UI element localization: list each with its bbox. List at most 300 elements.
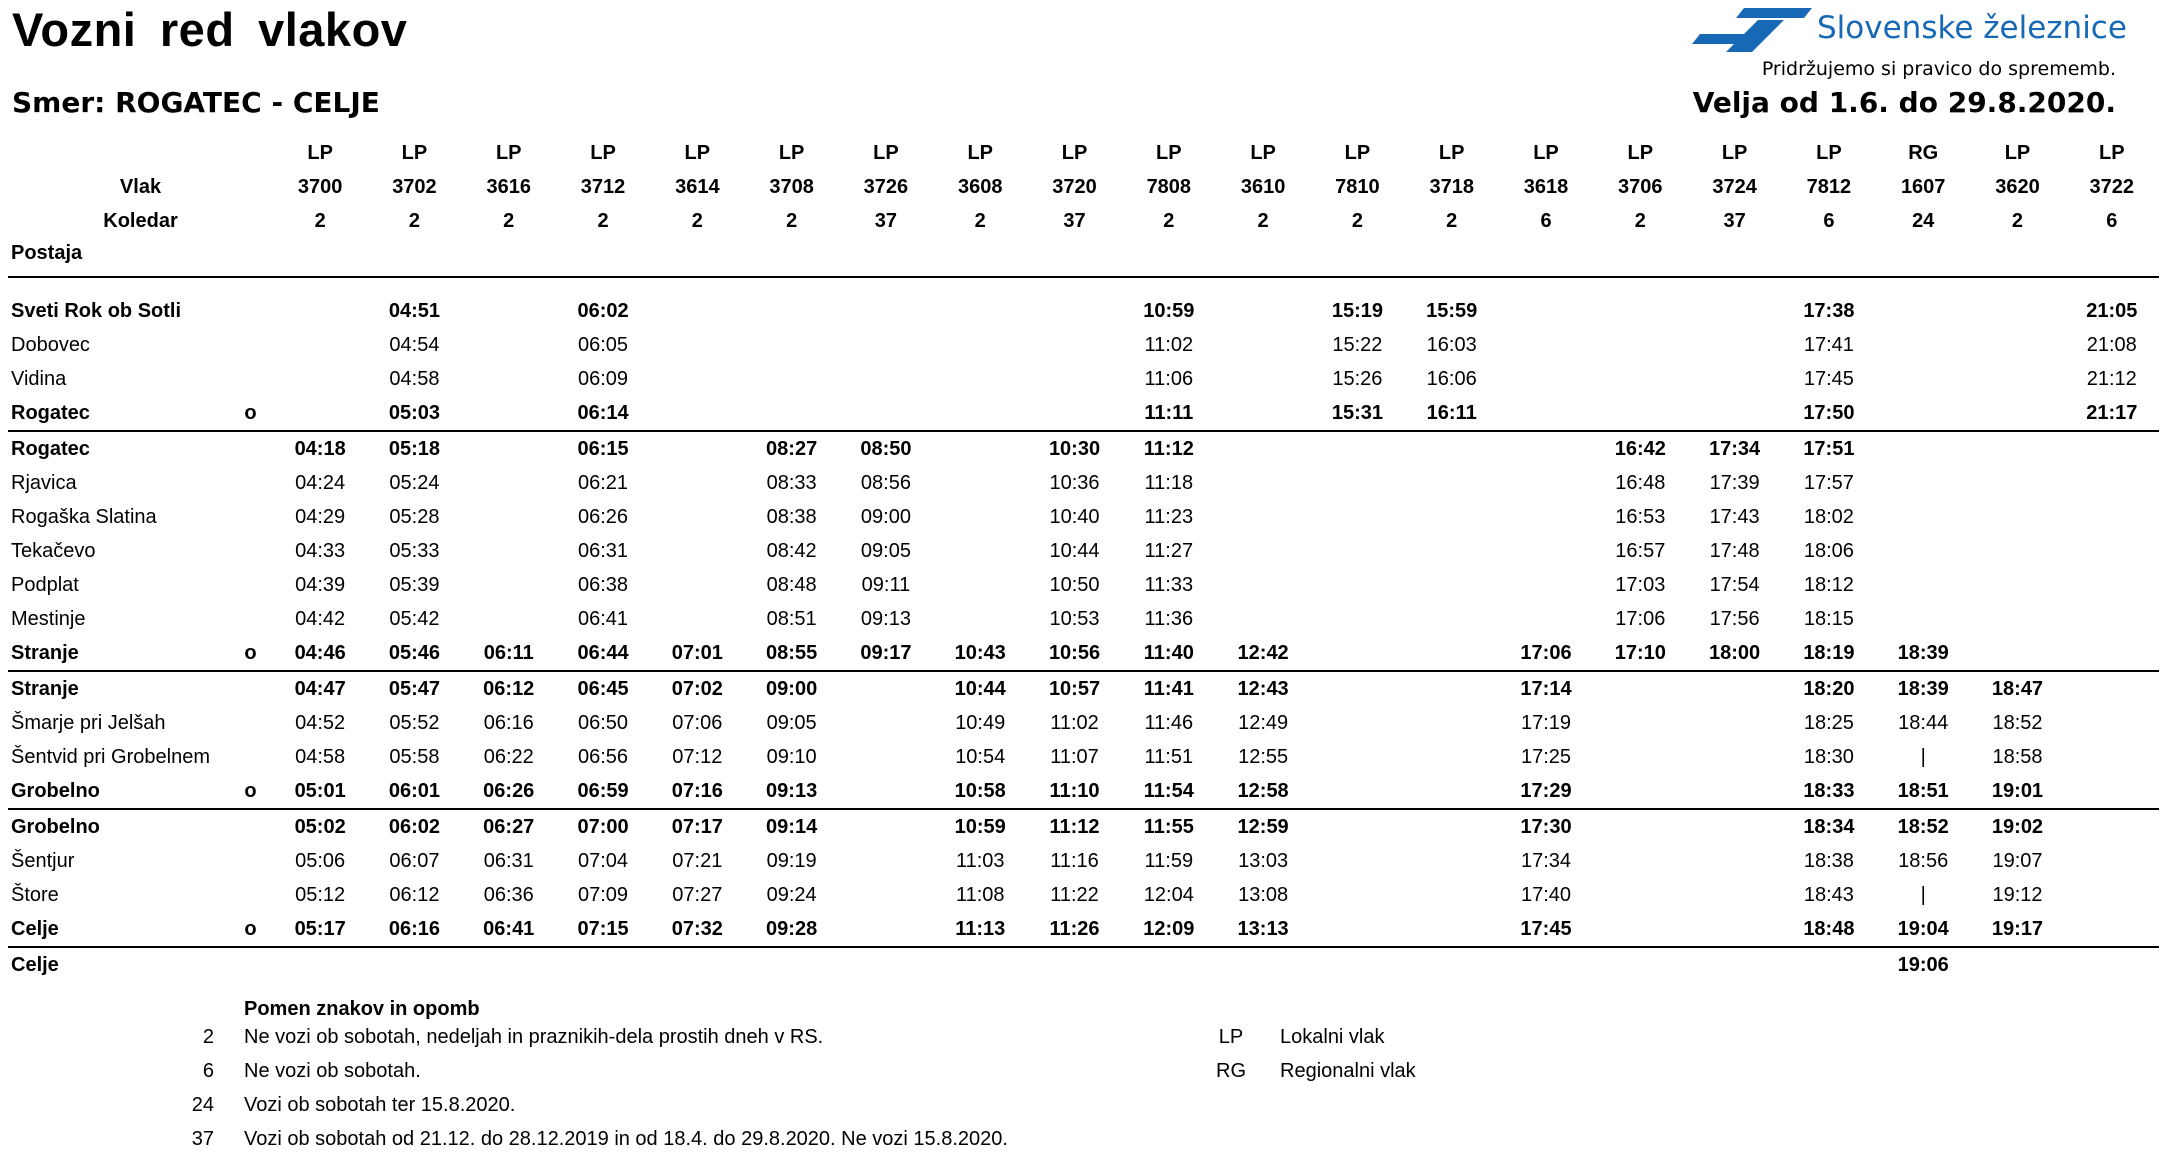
time-cell: 17:50 [1803, 402, 1855, 424]
time-cell [650, 568, 744, 602]
time-cell [1405, 534, 1499, 568]
time-cell [1687, 878, 1781, 912]
time-cell: 17:38 [1803, 300, 1855, 322]
time-cell: 18:52 [1876, 809, 1970, 844]
station-name: Grobelno [11, 780, 100, 802]
time-cell: 18:51 [1897, 780, 1949, 802]
time-cell: 11:08 [955, 884, 1005, 906]
time-cell: 21:08 [2086, 334, 2137, 356]
time-cell: 19:06 [1876, 947, 1970, 982]
time-cell: 05:17 [294, 918, 346, 940]
calendar-code: 2 [1257, 210, 1269, 232]
time-cell: 11:07 [1050, 746, 1099, 768]
arrival-marker: o [244, 642, 257, 664]
time-cell [839, 706, 933, 740]
timetable-row [8, 328, 2159, 362]
calendar-code: 2 [2011, 210, 2024, 232]
time-cell: 09:10 [766, 746, 817, 768]
time-cell [1593, 844, 1687, 878]
time-cell [273, 294, 367, 328]
time-cell [933, 466, 1027, 500]
train-number: 3610 [1240, 176, 1286, 198]
time-cell [744, 947, 838, 982]
note-code: 24 [191, 1094, 214, 1116]
time-cell: 18:25 [1803, 712, 1854, 734]
time-cell: 12:43 [1216, 671, 1310, 706]
time-cell: 10:59 [933, 809, 1027, 844]
train-number: 1607 [1900, 176, 1946, 198]
time-cell: 06:50 [578, 712, 629, 734]
time-cell: 11:22 [1050, 884, 1099, 906]
time-cell: 18:12 [1803, 574, 1854, 596]
time-cell [1876, 362, 1970, 396]
time-cell: 10:53 [1049, 608, 1100, 630]
note-code: 2 [202, 1026, 214, 1048]
time-cell [1593, 671, 1687, 706]
timetable-row [8, 568, 2159, 602]
time-cell: 16:53 [1615, 506, 1666, 528]
spacer-row [8, 277, 2159, 294]
time-cell: 17:40 [1520, 884, 1572, 906]
time-cell: 04:58 [389, 368, 440, 390]
time-cell [1687, 396, 1781, 431]
time-cell: 07:02 [650, 671, 744, 706]
note-text: Ne vozi ob sobotah. [244, 1060, 421, 1082]
time-cell: 16:57 [1615, 540, 1666, 562]
timetable [8, 136, 2159, 982]
time-cell: 08:55 [766, 642, 818, 664]
train-type: LP [1438, 142, 1465, 164]
time-cell [1310, 534, 1404, 568]
time-cell: 06:36 [483, 884, 534, 906]
arrival-marker [228, 740, 273, 774]
timetable-row [8, 809, 2159, 844]
timetable-row [8, 671, 2159, 706]
time-cell: 17:45 [1803, 368, 1854, 390]
time-cell: 07:12 [672, 746, 723, 768]
time-cell: 06:12 [389, 884, 440, 906]
train-number: 3620 [1995, 176, 2040, 198]
time-cell: 17:43 [1709, 506, 1760, 528]
station-name: Podplat [11, 574, 79, 596]
time-cell: 09:14 [744, 809, 838, 844]
time-cell: 06:14 [577, 402, 629, 424]
timetable-row [8, 844, 2159, 878]
time-cell: 06:38 [578, 574, 629, 596]
calendar-code: 2 [503, 210, 515, 232]
time-cell [1405, 602, 1499, 636]
time-cell [1687, 328, 1781, 362]
time-cell: 06:31 [578, 540, 629, 562]
time-cell [1310, 602, 1404, 636]
time-cell: 06:21 [578, 472, 629, 494]
time-cell [933, 602, 1027, 636]
time-cell [744, 362, 838, 396]
time-cell: 05:03 [388, 402, 441, 424]
arrival-marker [228, 706, 273, 740]
time-cell [839, 878, 933, 912]
arrival-marker [228, 534, 273, 568]
time-cell: 11:12 [1027, 809, 1121, 844]
time-cell [1405, 774, 1499, 809]
time-cell: 06:56 [578, 746, 629, 768]
time-cell [1027, 294, 1121, 328]
time-cell: 18:06 [1803, 540, 1854, 562]
time-cell [1876, 500, 1970, 534]
time-cell: 05:39 [389, 574, 440, 596]
time-cell [273, 328, 367, 362]
time-cell [744, 396, 838, 431]
notes-title: Pomen znakov in opomb [244, 998, 480, 1020]
legend-text: Regionalni vlak [1280, 1060, 1416, 1082]
time-cell: 09:00 [744, 671, 838, 706]
train-type: LP [1721, 142, 1748, 164]
time-cell: 17:54 [1709, 574, 1760, 596]
time-cell [1310, 844, 1404, 878]
time-cell [1216, 947, 1310, 982]
time-cell: 09:17 [860, 642, 912, 664]
time-cell [933, 362, 1027, 396]
time-cell: 18:39 [1876, 671, 1970, 706]
time-cell [1499, 534, 1593, 568]
time-cell [1216, 362, 1310, 396]
time-cell: 17:51 [1782, 431, 1876, 466]
timetable-row [8, 294, 2159, 328]
time-cell: 10:56 [1048, 642, 1101, 664]
time-cell [1687, 947, 1781, 982]
time-cell [1310, 466, 1404, 500]
time-cell [1970, 568, 2064, 602]
arrival-marker [228, 431, 273, 466]
time-cell: 15:59 [1426, 300, 1478, 322]
time-cell: 17:06 [1615, 608, 1666, 630]
calendar-code: 37 [1723, 210, 1746, 232]
timetable-row [8, 362, 2159, 396]
timetable-row [8, 706, 2159, 740]
time-cell: 09:05 [860, 540, 911, 562]
time-cell [1593, 294, 1687, 328]
time-cell: | [1920, 884, 1926, 906]
station-name: Rjavica [11, 472, 77, 494]
timetable-row [8, 534, 2159, 568]
time-cell: 04:39 [295, 574, 346, 596]
time-cell: 07:17 [650, 809, 744, 844]
time-cell [1687, 706, 1781, 740]
time-cell: 17:34 [1520, 850, 1572, 872]
time-cell: 10:40 [1049, 506, 1100, 528]
time-cell: 12:09 [1143, 918, 1195, 940]
time-cell [1876, 466, 1970, 500]
time-cell [1310, 912, 1404, 947]
direction-label: Smer: ROGATEC - CELJE [12, 86, 380, 119]
train-type: LP [2004, 142, 2031, 164]
station-name: Rogatec [8, 431, 228, 466]
time-cell [1405, 431, 1499, 466]
time-cell [1027, 328, 1121, 362]
time-cell: 07:16 [671, 780, 723, 802]
timetable-row [8, 740, 2159, 774]
time-cell: 04:54 [389, 334, 440, 356]
time-cell [462, 602, 556, 636]
time-cell: 05:47 [367, 671, 461, 706]
time-cell [1499, 500, 1593, 534]
time-cell: 11:55 [1122, 809, 1216, 844]
time-cell [2065, 466, 2159, 500]
station-name: Celje [8, 947, 228, 982]
time-cell [1216, 396, 1310, 431]
time-cell [839, 947, 933, 982]
legend-code: RG [1216, 1060, 1246, 1082]
time-cell [1593, 706, 1687, 740]
station-name: Tekačevo [11, 540, 96, 562]
time-cell [1499, 602, 1593, 636]
time-cell: 17:06 [1520, 642, 1572, 664]
time-cell: 11:06 [1144, 368, 1194, 390]
time-cell: 06:59 [577, 780, 629, 802]
time-cell: 06:16 [388, 918, 441, 940]
time-cell: 17:14 [1499, 671, 1593, 706]
time-cell: 18:43 [1803, 884, 1854, 906]
calendar-code: 24 [1912, 210, 1935, 232]
time-cell: 06:11 [483, 642, 534, 664]
time-cell: 15:19 [1331, 300, 1383, 322]
time-cell: 11:33 [1144, 574, 1194, 596]
note-text: Vozi ob sobotah ter 15.8.2020. [244, 1094, 516, 1116]
time-cell: 08:33 [766, 472, 817, 494]
train-type: LP [1627, 142, 1654, 164]
time-cell: 18:02 [1803, 506, 1854, 528]
time-cell [933, 534, 1027, 568]
time-cell: 11:11 [1144, 402, 1194, 424]
time-cell [273, 947, 367, 982]
time-cell: 07:15 [577, 918, 629, 940]
time-cell [462, 568, 556, 602]
arrival-marker [228, 466, 273, 500]
time-cell [1405, 809, 1499, 844]
train-type: LP [967, 142, 993, 164]
time-cell: 11:18 [1144, 472, 1194, 494]
time-cell: 17:25 [1520, 746, 1572, 768]
time-cell: 04:47 [273, 671, 367, 706]
time-cell: 12:42 [1237, 642, 1289, 664]
time-cell [462, 396, 556, 431]
header-label [8, 136, 273, 170]
station-name: Šentjur [11, 850, 75, 872]
train-type: LP [873, 142, 899, 164]
time-cell: 05:28 [389, 506, 440, 528]
time-cell: 18:33 [1803, 780, 1855, 802]
train-type: LP [684, 142, 711, 164]
time-cell [556, 947, 650, 982]
time-cell [2065, 947, 2159, 982]
train-type: LP [590, 142, 616, 164]
train-type: LP [1156, 142, 1182, 164]
time-cell [1499, 431, 1593, 466]
time-cell [839, 774, 933, 809]
time-cell [839, 809, 933, 844]
train-number: 7812 [1806, 176, 1852, 198]
time-cell [1310, 878, 1404, 912]
station-name: Mestinje [11, 608, 86, 630]
station-label-row [8, 238, 2159, 277]
time-cell: 12:49 [1238, 712, 1289, 734]
time-cell: 11:10 [1049, 780, 1100, 802]
time-cell: 17:57 [1803, 472, 1854, 494]
time-cell [1405, 844, 1499, 878]
time-cell [1216, 500, 1310, 534]
time-cell [1876, 294, 1970, 328]
time-cell: 18:00 [1709, 642, 1761, 664]
time-cell: 09:24 [766, 884, 817, 906]
time-cell [462, 294, 556, 328]
time-cell: 11:36 [1144, 608, 1194, 630]
train-number: 3608 [957, 176, 1003, 198]
time-cell [2065, 602, 2159, 636]
time-cell [1593, 809, 1687, 844]
time-cell [650, 431, 744, 466]
time-cell: 04:33 [295, 540, 346, 562]
train-type: LP [307, 142, 333, 164]
calendar-code: 37 [874, 210, 898, 232]
time-cell: 11:46 [1144, 712, 1194, 734]
time-cell [1593, 396, 1687, 431]
logo-mark-icon [1692, 4, 1812, 54]
time-cell [2065, 500, 2159, 534]
calendar-code: 2 [691, 210, 703, 232]
train-number: 3618 [1523, 176, 1569, 198]
calendar-code: 2 [1634, 210, 1646, 232]
time-cell [1970, 328, 2064, 362]
time-cell: 17:03 [1615, 574, 1666, 596]
time-cell: 12:55 [1238, 746, 1289, 768]
time-cell [1310, 671, 1404, 706]
time-cell: 08:50 [839, 431, 933, 466]
time-cell: 15:22 [1332, 334, 1383, 356]
arrival-marker [228, 362, 273, 396]
header-row [8, 204, 2159, 238]
time-cell: 07:04 [578, 850, 629, 872]
time-cell [744, 328, 838, 362]
time-cell [839, 294, 933, 328]
time-cell [1027, 362, 1121, 396]
timetable-row [8, 500, 2159, 534]
station-name: Rogaška Slatina [11, 506, 157, 528]
time-cell [1687, 844, 1781, 878]
time-cell: 11:02 [1144, 334, 1194, 356]
time-cell [650, 294, 744, 328]
time-cell: 11:02 [1050, 712, 1099, 734]
time-cell [1687, 294, 1781, 328]
time-cell [1216, 431, 1310, 466]
time-cell: 06:41 [578, 608, 629, 630]
time-cell: 07:27 [672, 884, 723, 906]
time-cell: 07:21 [672, 850, 723, 872]
time-cell: 06:16 [483, 712, 534, 734]
time-cell [2065, 636, 2159, 671]
time-cell: 09:11 [861, 574, 911, 596]
time-cell [462, 947, 556, 982]
time-cell [1876, 328, 1970, 362]
time-cell: 15:31 [1331, 402, 1383, 424]
time-cell: 11:26 [1049, 918, 1100, 940]
time-cell: 04:24 [295, 472, 346, 494]
time-cell [1970, 396, 2064, 431]
time-cell [1027, 947, 1121, 982]
time-cell [2065, 534, 2159, 568]
time-cell: 09:13 [860, 608, 911, 630]
train-number: 3720 [1052, 176, 1097, 198]
calendar-code: 2 [786, 210, 798, 232]
time-cell [1970, 534, 2064, 568]
timetable-row [8, 947, 2159, 982]
time-cell [1216, 602, 1310, 636]
time-cell: 06:44 [577, 642, 629, 664]
time-cell: 19:02 [1970, 809, 2064, 844]
time-cell [1499, 568, 1593, 602]
time-cell [1970, 431, 2064, 466]
calendar-code: 2 [408, 210, 420, 232]
time-cell [1405, 947, 1499, 982]
time-cell [1499, 294, 1593, 328]
time-cell: 18:58 [1992, 746, 2043, 768]
time-cell: 18:52 [1992, 712, 2043, 734]
timetable-row [8, 431, 2159, 466]
time-cell: 17:39 [1709, 472, 1760, 494]
time-cell: 18:38 [1803, 850, 1854, 872]
time-cell: 17:56 [1709, 608, 1760, 630]
calendar-code: 2 [314, 210, 326, 232]
arrival-marker [228, 568, 273, 602]
calendar-code: 2 [597, 210, 609, 232]
time-cell [1970, 636, 2064, 671]
time-cell [933, 328, 1027, 362]
time-cell: 12:58 [1237, 780, 1289, 802]
page-title: Vozni red vlakov [12, 3, 408, 56]
time-cell: 21:17 [2086, 402, 2138, 424]
station-name: Štore [11, 884, 59, 906]
train-number: 3614 [675, 176, 720, 198]
time-cell: 10:44 [933, 671, 1027, 706]
time-cell: 11:41 [1122, 671, 1216, 706]
train-type: LP [1344, 142, 1371, 164]
time-cell: 17:48 [1709, 540, 1760, 562]
time-cell [1687, 740, 1781, 774]
train-type: RG [1908, 142, 1939, 164]
train-type: LP [1250, 142, 1276, 164]
time-cell [1310, 636, 1404, 671]
time-cell: 17:19 [1520, 712, 1572, 734]
time-cell [650, 362, 744, 396]
timetable-row [8, 774, 2159, 809]
train-number: 3616 [486, 176, 531, 198]
time-cell: 10:50 [1049, 574, 1100, 596]
time-cell: 06:05 [578, 334, 629, 356]
time-cell [650, 396, 744, 431]
time-cell [839, 844, 933, 878]
time-cell [273, 362, 367, 396]
train-type: LP [1061, 142, 1088, 164]
time-cell: 06:12 [462, 671, 556, 706]
time-cell [1405, 466, 1499, 500]
time-cell [1782, 947, 1876, 982]
time-cell: 06:26 [483, 780, 535, 802]
time-cell [1310, 568, 1404, 602]
time-cell: 16:03 [1426, 334, 1477, 356]
time-cell [1405, 500, 1499, 534]
station-name: Dobovec [11, 334, 90, 356]
time-cell [1405, 912, 1499, 947]
arrival-marker [228, 878, 273, 912]
